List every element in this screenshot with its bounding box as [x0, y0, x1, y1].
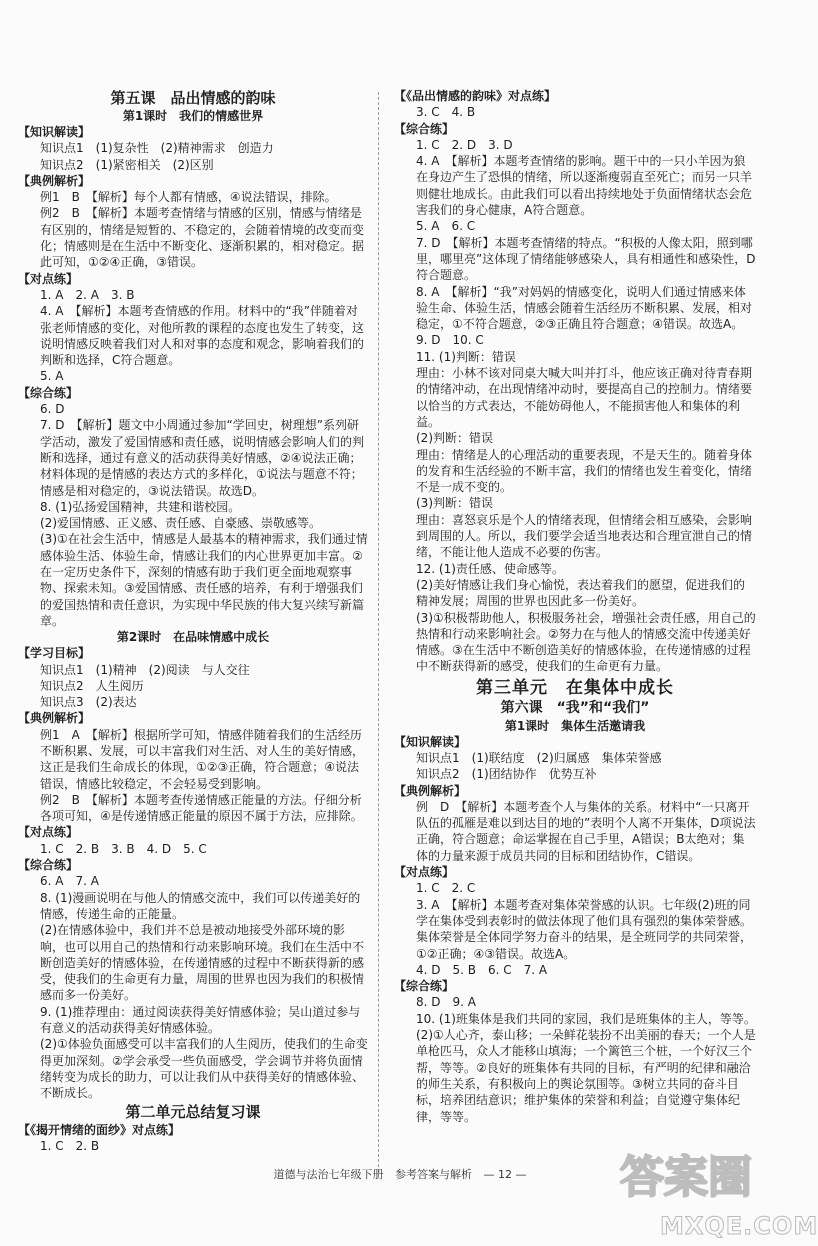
answer-line: 9. (1)推荐理由：通过阅读获得美好情感体验；吴山道过参与有意义的活动获得美好情感体验。: [40, 1004, 361, 1036]
right-column: [394, 88, 756, 1125]
answer-line: 例 D 【解析】本题考查个人与集体的关系。材料中“一只离开队伍的孤雁是难以到达目的地的”表明个人离不开集体，D项说法正确，符合题意；命运掌握在自己手里，A错误；B太绝对；集体的力量来源于成员共同的目标和团结协作，C错误。: [416, 799, 756, 863]
section-heading: 【综合练】: [18, 385, 79, 400]
section-heading: 【典例解析】: [18, 173, 91, 188]
lesson-subtitle: 第2课时 在品味情感中成长: [116, 630, 270, 645]
answer-line: 例2 B 【解析】本题考查情绪与情感的区别，情感与情绪是有区别的，情绪是短暂的、不稳定的，会随着情境的改变而变化；情感则是在生活中不断变化、逐渐积累的，相对稳定。据此可知，①②④正确，③错误。: [40, 206, 365, 270]
answer-line: (2)爱国情感、正义感、责任感、自豪感、崇敬感等。: [40, 516, 322, 531]
section-heading: 【对点练】: [18, 825, 79, 840]
answer-line: 6. A 7. A: [40, 874, 99, 889]
answer-line: 5. A 6. C: [416, 219, 476, 234]
unit-title: 第五课 品出情感的韵味: [110, 89, 276, 107]
answer-line: 4. A 【解析】本题考查情绪的影响。题干中的一只小羊因为狼在身边产生了恐惧的情绪，所以逐渐瘦弱直至死亡；而另一只羊则健壮地成长。由此我们可以看出持续地处于负面情绪状态会危害我们的身心健康，A符合题意。: [416, 154, 753, 218]
answer-line: 3. C 4. B: [416, 105, 476, 120]
section-heading: 【典例解析】: [394, 783, 467, 798]
answer-line: 知识点3 (2)表达: [40, 695, 137, 710]
section-heading: 【知识解读】: [394, 734, 467, 749]
answer-line: 例1 A 【解析】根据所学可知，情感伴随着我们的生活经历不断积累、发展，可以丰富我们对生活、对人生的美好情感，这正是我们生命成长的体现，①②③正确，符合题意；④说法错误，情感比较稳定，不会轻易受到影响。: [40, 727, 365, 791]
answer-line: 知识点1 (1)精神 (2)阅读 与人交往: [40, 662, 250, 677]
section-heading: 【综合练】: [394, 979, 455, 994]
answer-line: 1. A 2. A 3. B: [40, 287, 135, 302]
answer-line: (2)美好情感让我们身心愉悦，表达着我们的愿望，促进我们的精神发展；周围的世界也因此多一份美好。: [416, 577, 746, 609]
answer-line: 1. C 2. B 3. B 4. D 5. C: [40, 841, 207, 856]
answer-line: 例1 B 【解析】每个人都有情感，④说法错误，排除。: [40, 190, 337, 205]
section-heading: 【《品出情感的韵味》对点练】: [394, 89, 557, 103]
answer-line: 1. C 2. B: [40, 1138, 100, 1153]
answer-line: (3)①在社会生活中，情感是人最基本的精神需求，我们通过情感体验生活、体验生命，情感让我们的内心世界更加丰富。②在一定历史条件下，深刻的情感有助于我们更全面地观察事物、探索未知。③爱国情感、责任感的培养，有利于增强我们的爱国热情和责任意识，为实现中华民族的伟大复兴续写新篇章。: [40, 532, 368, 628]
answer-line: 1. C 2. C: [416, 881, 476, 896]
answer-line: 4. D 5. B 6. C 7. A: [416, 962, 548, 977]
answer-line: 11. (1)判断：错误: [416, 349, 516, 364]
answer-line: (2)①体验负面感受可以丰富我们的人生阅历，使我们的生命变得更加深刻。②学会承受一些负面感受，学会调节并将负面情绪转变为成长的助力，可以让我们从中获得美好的情感体验、不断成长。: [40, 1037, 368, 1101]
answer-line: 理由：情绪是人的心理活动的重要表现，不是天生的。随着身体的发育和生活经验的不断丰富，我们的情绪也发生着变化，情绪不是一成不变的。: [416, 447, 753, 495]
section-heading: 【综合练】: [18, 858, 79, 873]
section-heading: 【学习目标】: [18, 646, 91, 661]
answer-line: 6. D: [40, 402, 65, 417]
watermark-url: MXQE.COM: [660, 1212, 818, 1240]
answer-line: 7. D 【解析】本题考查情绪的特点。“积极的人像太阳，照到哪里，哪里亮”这体现了情绪能够感染人，具有相通性和感染性，D符合题意。: [416, 235, 756, 283]
answer-line: 知识点2 (1)团结协作 优势互补: [416, 767, 597, 782]
answer-line: 3. A 【解析】本题考查对集体荣誉感的认识。七年级(2)班的同学在集体受到表彰时的做法体现了他们具有强烈的集体荣誉感。集体荣誉是全体同学努力奋斗的结果，是全班同学的共同荣誉，①②正确；④③错误。故选A。: [416, 897, 753, 961]
section-heading: 【综合练】: [394, 121, 455, 136]
footer-subject: 道德与法治七年级下册: [273, 1168, 384, 1181]
lesson-title: 第六课 “我”和“我们”: [500, 699, 650, 716]
answer-line: 例2 B 【解析】本题考查传递情感正能量的方法。仔细分析各项可知，④是传递情感正能量的原因不属于方法，应排除。: [40, 792, 363, 824]
footer-page-number: — 12 —: [483, 1168, 527, 1181]
answer-line: (2)①人心齐，泰山移；一朵鲜花装扮不出美丽的春天；一个人是单枪匹马，众人才能移山填海；一个篱笆三个桩，一个好汉三个帮，等等。②良好的班集体有共同的目标，有严明的纪律和融洽的师生关系，有积极向上的舆论氛围等。③树立共同的奋斗目标，培养团结意识；维护集体的荣誉和利益；自觉遵守集体纪律，等等。: [416, 1028, 756, 1124]
answer-line: 8. D 9. A: [416, 995, 476, 1010]
answer-line: 知识点2 (1)紧密相关 (2)区别: [40, 157, 214, 172]
answer-line: (2)在情感体验中，我们并不总是被动地接受外部环境的影响，也可以用自己的热情和行动来影响环境。我们在生活中不断创造美好的情感体验，在传递情感的过程中不断获得新的感受，使我们的生命更有力量，周围的世界也因为我们的积极情感而多一份美好。: [40, 923, 365, 1003]
unit-title: 第三单元 在集体中成长: [476, 677, 674, 698]
unit-title: 第二单元总结复习课: [125, 1102, 261, 1121]
section-heading: 【对点练】: [18, 271, 79, 286]
answer-line: (3)①积极帮助他人，积极服务社会，增强社会责任感，用自己的热情和行动来影响社会。②努力在与他人的情感交流中传递美好情感。③在生活中不断创造美好的情感体验，在传递情感的过程中不断获得新的感受，使我们的生命更有力量。: [416, 610, 756, 674]
section-heading: 【对点练】: [394, 865, 455, 880]
answer-line: 9. D 10. C: [416, 333, 484, 348]
left-column: [18, 88, 368, 1154]
answer-line: 7. D 【解析】题文中小周通过参加“学回史，树理想”系列研学活动，激发了爱国情感和责任感，说明情感会影响人们的判断和选择，通过有意义的活动获得美好情感，②④说法正确；材料体现的是情感的表达方式的多样化，①说法与题意不符；情感是相对稳定的，③说法错误。故选D。: [40, 418, 365, 498]
answer-line: 理由：小林不该对同桌大喊大叫并打斗，他应该正确对待青春期的情绪冲动，在出现情绪冲动时，要提高自己的控制力。情绪要以恰当的方式表达，不能妨碍他人，不能损害他人和集体的利益。: [416, 366, 753, 429]
section-heading: 【《揭开情绪的面纱》对点练】: [18, 1122, 181, 1137]
answer-line: 8. (1)弘扬爱国精神，共建和谐校园。: [40, 499, 241, 514]
answer-line: 知识点1 (1)联结度 (2)归属感 集体荣誉感: [416, 750, 662, 765]
answer-line: 10. (1)班集体是我们共同的家园，我们是班集体的主人，等等。: [416, 1011, 756, 1026]
lesson-subtitle: 第1课时 集体生活邀请我: [504, 718, 646, 733]
answer-line: 知识点1 (1)复杂性 (2)精神需求 创造力: [40, 141, 274, 156]
column-divider: [378, 92, 379, 1172]
answer-line: (2)判断：错误: [416, 431, 493, 446]
footer-answers: 参考答案与解析: [395, 1168, 472, 1181]
answer-line: 12. (1)责任感、使命感等。: [416, 561, 564, 576]
answer-line: 5. A: [40, 369, 64, 384]
answer-line: 理由：喜怒哀乐是个人的情绪表现，但情绪会相互感染，会影响到周围的人。所以，我们要学会适当地表达和合理宣泄自己的情绪，不能让他人造成不必要的伤害。: [416, 512, 753, 560]
lesson-subtitle: 第1课时 我们的情感世界: [122, 109, 264, 123]
answer-line: 1. C 2. D 3. D: [416, 137, 513, 152]
section-heading: 【典例解析】: [18, 711, 91, 726]
answer-line: 8. (1)漫画说明在与他人的情感交流中，我们可以传递美好的情感，传递生命的正能量。: [40, 890, 361, 921]
answer-line: (3)判断：错误: [416, 496, 493, 511]
section-heading: 【知识解读】: [18, 125, 91, 139]
watermark-text: 答案圈: [620, 1152, 752, 1203]
answer-line: 知识点2 人生阅历: [40, 678, 144, 693]
answer-line: 4. A 【解析】本题考查情感的作用。材料中的“我”伴随着对张老师情感的变化，对他所教的课程的态度也发生了转变，这说明情感反映着我们对人和对事的态度和观念，影响着我们的判断和选择，C符合题意。: [40, 304, 365, 368]
answer-line: 8. A 【解析】“我”对妈妈的情感变化，说明人们通过情感来体验生命、体验生活，情感会随着生活经历不断积累、发展，相对稳定，①不符合题意，②③正确且符合题意；④错误。故选A。: [416, 284, 753, 332]
